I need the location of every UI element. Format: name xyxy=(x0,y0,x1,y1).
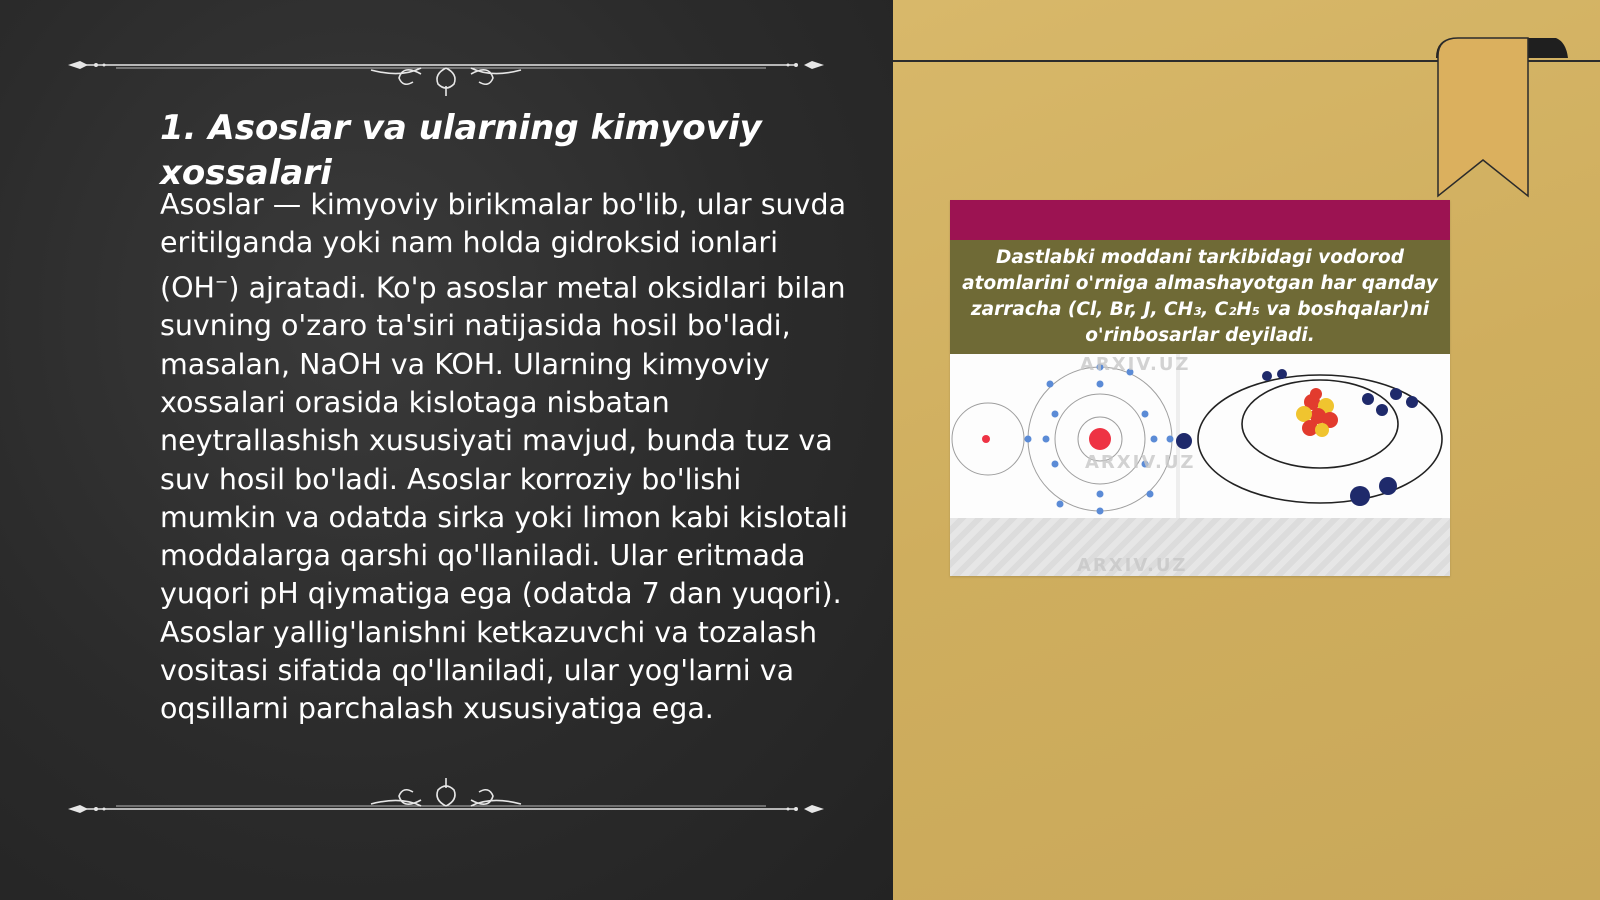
bookmark-ribbon-icon xyxy=(1430,36,1570,201)
slide-title: 1. Asoslar va ularning kimyoviy xossalari xyxy=(160,108,762,193)
bottom-ornament-divider-icon xyxy=(66,776,826,826)
hydroxide-charge-superscript: − xyxy=(214,271,229,291)
image-caption-box xyxy=(950,240,1450,354)
body-text-part-1: Asoslar — kimyoviy birikmalar bo'lib, ular suvda eritilganda yoki nam holda gidroksid ionlari (OH xyxy=(160,188,847,305)
image-caption: Dastlabki moddani tarkibidagi vodorod atomlarini o'rniga almashayotgan har qanday zarracha (Cl, Br, J, CH₃, C₂H₅ va boshqalar)ni o'rinbosarlar deyiladi. xyxy=(962,247,1438,346)
body-text-part-2: ) ajratadi. Ko'p asoslar metal oksidlari bilan suvning o'zaro ta'siri natijasida hosil bo'ladi, masalan, NaOH va KOH. Ularning kimyoviy xossalari orasida kislotaga nisbatan neytrallashish xususiyati mavjud, bunda tuz va suv hosil bo'ladi. Asoslar korroziy bo'lishi mumkin va odatda sirka yoki limon kabi kislotali moddalarga qarshi qo'llaniladi. Ular eritmada yuqori pH qiymatiga ega (odatda 7 dan yuqori). Asoslar yallig'lanishni ketkazuvchi va tozalash vositasi sifatida qo'llaniladi, ular yog'larni va oqsillarni parchalash xususiyatiga ega. xyxy=(160,271,848,726)
image-watermark: ARXIV.UZ xyxy=(1077,555,1188,576)
top-ornament-divider-icon xyxy=(66,48,826,98)
image-header-bar xyxy=(950,200,1450,240)
substituent-atom-image xyxy=(950,200,1450,576)
atom-model-icon xyxy=(950,354,1450,518)
image-bottom-strip xyxy=(950,518,1450,576)
image-watermark: ARXIV.UZ xyxy=(1080,354,1191,375)
image-watermark: ARXIV.UZ xyxy=(1085,452,1196,473)
slide-body-text xyxy=(160,186,850,729)
